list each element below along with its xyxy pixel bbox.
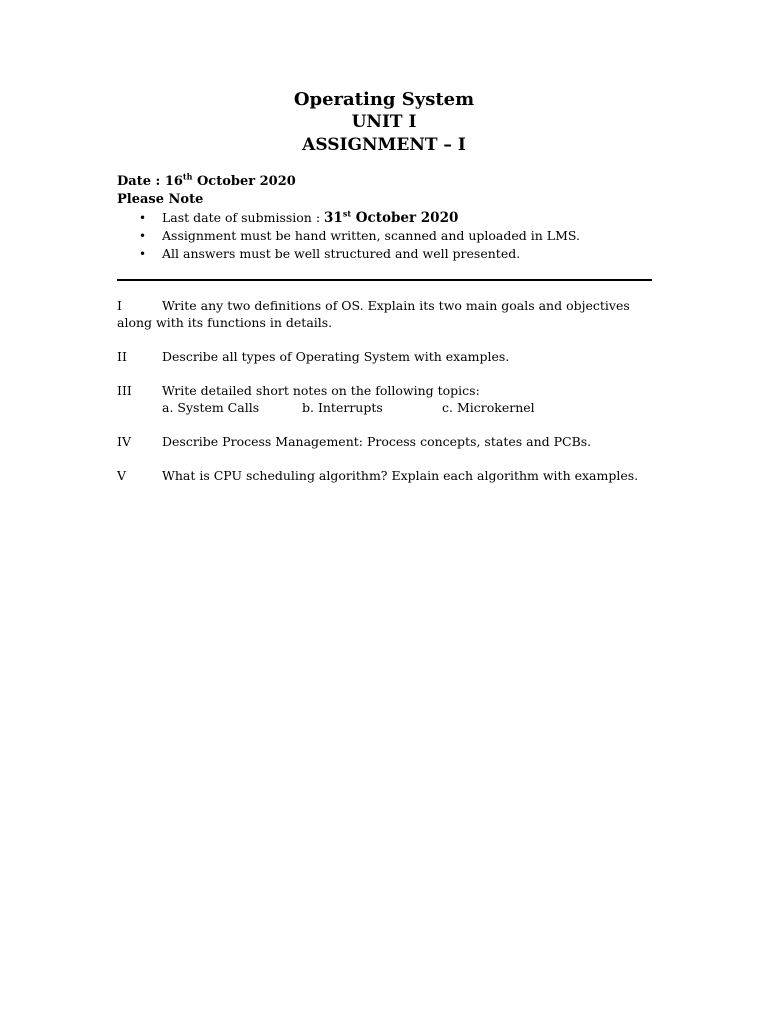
note-item bbox=[117, 245, 657, 263]
note-text: All answers must be well structured and well presented. bbox=[162, 246, 521, 261]
question-text: What is CPU scheduling algorithm? Explain each algorithm with examples. bbox=[162, 468, 639, 483]
question-text: Describe all types of Operating System with examples. bbox=[162, 349, 510, 364]
question-text: Describe Process Management: Process concepts, states and PCBs. bbox=[162, 434, 592, 449]
topics-line bbox=[117, 399, 657, 416]
question-text-continued: along with its functions in details. bbox=[117, 315, 333, 330]
note-prefix: Last date of submission : bbox=[162, 210, 325, 225]
submission-day: 31 bbox=[324, 210, 343, 226]
submission-month-year: October 2020 bbox=[351, 210, 459, 226]
question-text: Write detailed short notes on the following topics: bbox=[162, 383, 480, 398]
question-item bbox=[117, 382, 657, 416]
notes-list bbox=[117, 209, 657, 263]
horizontal-divider bbox=[117, 279, 652, 281]
bullet-icon: • bbox=[139, 247, 147, 261]
bullet-icon: • bbox=[139, 229, 147, 243]
question-item bbox=[117, 348, 657, 365]
bullet-icon: • bbox=[139, 211, 147, 225]
question-number: IV bbox=[117, 434, 131, 449]
date-suffix: th bbox=[182, 171, 193, 182]
assignment-heading: ASSIGNMENT – I bbox=[302, 135, 466, 155]
topic-item: c. Microkernel bbox=[442, 400, 535, 415]
assignment-meta bbox=[117, 173, 657, 263]
note-item bbox=[117, 227, 657, 245]
document-title: Operating System bbox=[293, 89, 475, 110]
date-label: Date : 16 bbox=[117, 174, 183, 189]
note-item bbox=[117, 209, 657, 227]
question-item bbox=[117, 467, 657, 484]
question-number: I bbox=[117, 298, 122, 313]
question-number: II bbox=[117, 349, 127, 364]
question-text: Write any two definitions of OS. Explain its two main goals and objectives bbox=[162, 298, 630, 313]
date-rest: October 2020 bbox=[192, 174, 296, 189]
date-line bbox=[117, 173, 657, 191]
question-number: V bbox=[117, 468, 127, 483]
question-item bbox=[117, 297, 657, 331]
question-item bbox=[117, 433, 657, 450]
questions-list bbox=[117, 297, 657, 501]
document-header bbox=[0, 88, 768, 157]
unit-heading: UNIT I bbox=[351, 112, 417, 132]
question-number: III bbox=[117, 383, 132, 398]
submission-day-suffix: st bbox=[342, 208, 352, 219]
topic-item: b. Interrupts bbox=[302, 400, 383, 415]
submission-date bbox=[324, 210, 458, 226]
note-text: Assignment must be hand written, scanned and uploaded in LMS. bbox=[162, 228, 580, 243]
topic-item: a. System Calls bbox=[162, 400, 260, 415]
please-note-heading: Please Note bbox=[117, 192, 204, 207]
